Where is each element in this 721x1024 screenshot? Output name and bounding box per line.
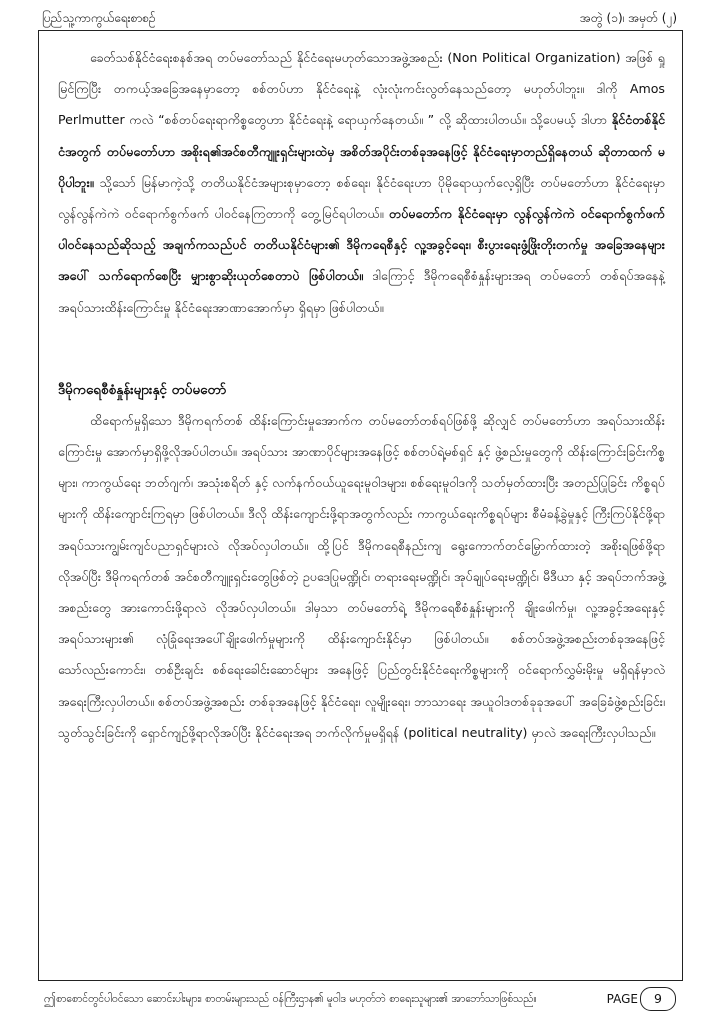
article-body (58, 42, 665, 748)
text-run: ခေတ်သစ်နိုင်ငံရေးစနစ်အရ တပ်မတော်သည် နိုင်ငံရေးမဟုတ်သောအဖွဲ့အစည်း (Non Political Organization) အဖြစ် ရှုမြင်ကြပြီး တကယ့်အခြေအနေမှာတော့ စစ်တပ်ဟာ နိုင်ငံရေးနဲ့ လုံးလုံးကင်းလွတ်နေသည်တော့ မဟုတ်ပါဘူး။ ဒါကို Amos Perlmutter ကလဲ “စစ်တပ်ရေးရာကိစ္စတွေဟာ နိုင်ငံရေးနဲ့ ရောယှက်နေတယ်။ ” လို့ ဆိုထားပါတယ်။ သို့ပေမယ့် ဒါဟာ (58, 50, 665, 128)
section-spacer (58, 323, 665, 375)
bold-statement: နိုင်ငံတစ်နိုင်ငံအတွက် တပ်မတော်ဟာ အစိုးရ၏အင်စတီကျူးရှင်းများထဲမှ အစိတ်အပိုင်းတစ်ခုအနေဖြင့် နိုင်ငံရေးမှာတည်ရှိနေတယ် ဆိုတာထက် မပိုပါဘူး။ (58, 112, 665, 190)
text-run: သို့သော် မြန်မာကဲ့သို့ တတိယနိုင်ငံအများစုမှာတော့ စစ်ရေး၊ နိုင်ငံရေးဟာ ပိုမိုရောယှက်လေ့ရှိပြီး တပ်မတော်ဟာ နိုင်ငံရေးမှာ လွန်လွန်ကဲကဲ ဝင်ရောက်စွက်ဖက် ပါဝင်နေကြတာကို တွေ့မြင်ရပါတယ်။ (58, 174, 665, 222)
page-number-badge: 9 (640, 987, 676, 1011)
page-footer (42, 987, 682, 1013)
paragraph-intro (58, 42, 665, 323)
text-run: ဒါကြောင့် ဒီမိုကရေစီစံနှုန်းများအရ တပ်မတော် တစ်ရပ်အနေနဲ့ အရပ်သားထိန်းကြောင်းမှု နိုင်ငံရေးအာဏာအောက်မှာ ရှိရမှာ ဖြစ်ပါတယ်။ (58, 268, 665, 315)
bold-statement: တပ်မတော်က နိုင်ငံရေးမှာ လွန်လွန်ကဲကဲ ဝင်ရောက်စွက်ဖက်ပါဝင်နေသည်ဆိုသည့် အချက်ကသည်ပင် တတိယနိုင်ငံများ၏ ဒီမိုကရေစီနှင့် လူ့အခွင့်ရေး၊ စီးပွားရေးဖွံ့ဖြိုးတိုးတက်မှု အခြေအနေများအပေါ် သက်ရောက်စေပြီး မျှားစွာဆိုးယုတ်စေတာပဲ ဖြစ်ပါတယ်။ (58, 206, 666, 284)
disclaimer-note: ဤစာစောင်တွင်ပါဝင်သော ဆောင်းပါးများ၊ စာတမ်းများသည် ဝန်ကြီးဌာန၏ မူဝါဒ မဟုတ်ဘဲ စာရေးသူများ၏ အာဘော်သာဖြစ်သည်။ (44, 993, 537, 1005)
page-label: PAGE (606, 992, 638, 1006)
page-header (38, 8, 683, 28)
section-heading: ဒီမိုကရေစီစံနှုန်းများနှင့် တပ်မတော် (58, 381, 227, 398)
issue-number: အတွဲ (၁)၊ အမှတ် (၂) (580, 11, 677, 25)
publication-title: ပြည်သူ့ကာကွယ်ရေးစာစဉ် (42, 11, 156, 25)
paragraph-democracy-standards: ထိရောက်မှုရှိသော ဒီမိုကရက်တစ် ထိန်းကြောင်းမှုအောက်က တပ်မတော်တစ်ရပ်ဖြစ်ဖို့ ဆိုလျှင် တပ်မတော်ဟာ အရပ်သားထိန်းကြောင်းမှု အောက်မှာရှိဖို့လိုအပ်ပါတယ်။ အရပ်သား အာဏာပိုင်များအနေဖြင့် စစ်တပ်ရဲ့မစ်ရှင် နှင့် ဖွဲ့စည်းမှုတွေကို ထိန်းကြောင်းခြင်းကိစ္စများ၊ ကာကွယ်ရေး ဘတ်ဂျက်၊ အသုံးစရိတ် နှင့် လက်နက်ဝယ်ယူရေးမူဝါဒများ၊ စစ်ရေးမူဝါဒကို သတ်မှတ်ထားပြီး အတည်ပြုခြင်း ကိစ္စရပ်များကို ထိန်းကျောင်းကြရမှာ ဖြစ်ပါတယ်။ ဒီလို ထိန်းကျောင်းဖို့ရာအတွက်လည်း ကာကွယ်ရေးကိစ္စရပ်များ စီမံခန့်ခွဲမှုနှင့် ကြီးကြပ်နိုင်ဖို့ရာ အရပ်သားကျွမ်းကျင်ပညာရှင်များလဲ လိုအပ်လှပါတယ်။ ထို့ပြင် ဒီမိုကရေစီနည်းကျ ရွေးကောက်တင်မြှောက်ထားတဲ့ အစိုးရဖြစ်ဖို့ရာ လိုအပ်ပြီး ဒီမိုကရက်တစ် အင်စတီကျူးရှင်းတွေဖြစ်တဲ့ ဥပဒေပြုမဏ္ဍိုင်၊ တရားရေးမဏ္ဍိုင်၊ အုပ်ချုပ်ရေးမဏ္ဍိုင်၊ မီဒီယာ နှင့် အရပ်ဘက်အဖွဲ့အစည်းတွေ အားကောင်းဖို့ရာလဲ လိုအပ်လှပါတယ်။ ဒါမှသာ တပ်မတော်ရဲ့ ဒီမိုကရေစီစံနှုန်းများကို ချိုးဖေါက်မှု၊ လူ့အခွင့်အရေးနှင့်အရပ်သားများ၏ လုံခြုံရေးအပေါ်ချိုးဖေါက်မှုများကို ထိန်းကျောင်းနိုင်မှာ ဖြစ်ပါတယ်။ စစ်တပ်အဖွဲ့အစည်းတစ်ခုအနေဖြင့် သော်လည်းကောင်း၊ တစ်ဦးချင်း စစ်ရေးခေါင်းဆောင်များ အနေဖြင့် ပြည်တွင်းနိုင်ငံရေးကိစ္စများကို ဝင်ရောက်လွှမ်းမိုးမှု မရှိရန်မှာလဲ အရေးကြီးလှပါတယ်။ စစ်တပ်အဖွဲ့အစည်း တစ်ခုအနေဖြင့် နိုင်ငံရေး၊ လူမျိုးရေး၊ ဘာသာရေး အယူဝါဒတစ်ခုခုအပေါ် အခြေခံဖွဲ့စည်းခြင်း၊ သွတ်သွင်းခြင်းကို ရှောင်ကျဉ်ဖို့ရာလိုအပ်ပြီး နိုင်ငံရေးအရ ဘက်လိုက်မှုမရှိရန် (political neutrality) မှာလဲ အရေးကြီးလှပါသည်။ (58, 412, 665, 740)
